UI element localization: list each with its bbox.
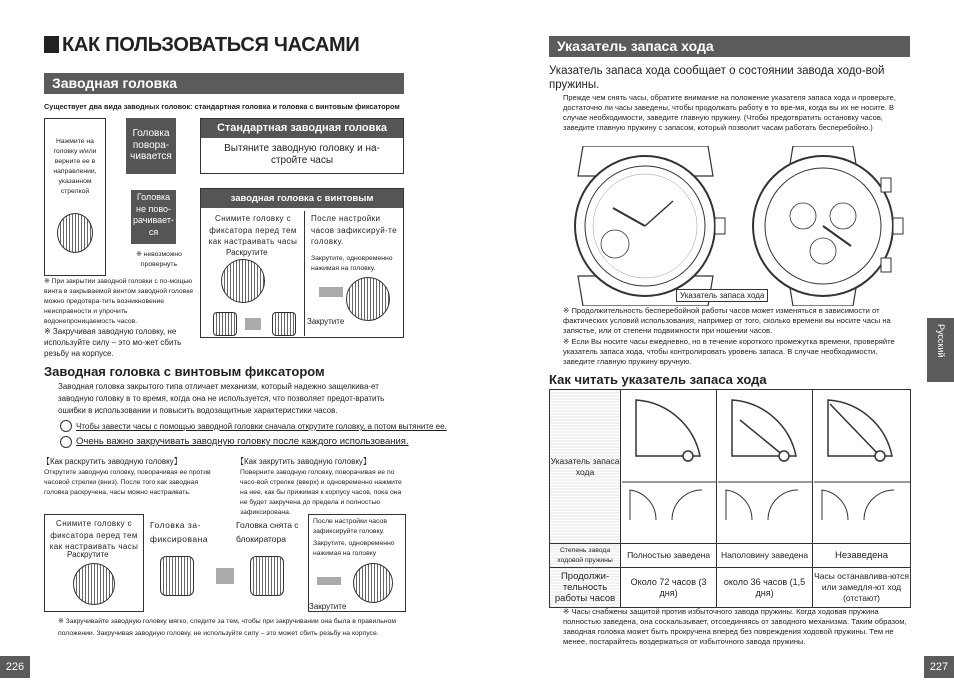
section-winding-head: Заводная головка bbox=[44, 73, 404, 94]
side-tab-label: Русский bbox=[936, 324, 946, 358]
how-unscrew-title: 【Как раскрутить заводную головку】 bbox=[42, 457, 182, 466]
page-number-left: 226 bbox=[0, 656, 30, 678]
degree-half: Наполовину заведена bbox=[717, 544, 813, 568]
diagram-screw-box bbox=[308, 514, 406, 612]
diagram-left-text: Снимите головку с фиксатора перед тем как настраивать часы bbox=[49, 519, 139, 551]
unscrew-label: Раскрутите bbox=[226, 248, 268, 257]
diagram-after-text: После настройки часов зафиксируйте головку. bbox=[313, 518, 387, 535]
note-right-2: ※ Если Вы носите часы ежедневно, но в течение короткого промежутка времени, проверяйте указатель запаса хода, чтобы контролировать уровень запаса. В случае необходимости, заведите главную пружину вручную. bbox=[563, 337, 895, 366]
indicator-empty bbox=[813, 390, 911, 544]
crown-screw-icon bbox=[353, 563, 393, 603]
bullet2-text: Очень важно закручивать заводную головку после каждого использования. bbox=[76, 436, 409, 447]
duration-full: Около 72 часов (3 дня) bbox=[621, 568, 717, 608]
duration-row-label: Продолжи-тельность работы часов bbox=[550, 568, 621, 608]
crown-side-icon bbox=[160, 556, 194, 596]
crown-unscrew-icon bbox=[73, 563, 115, 605]
push-turn-note bbox=[44, 118, 106, 276]
bullet1-text: Чтобы завести часы с помощью заводной головки сначала открутите головку, а потом вытяните ее. bbox=[76, 422, 447, 431]
divider bbox=[304, 211, 305, 336]
how-unscrew-text: Открутите заводную головку, поворачивая ее против часовой стрелки (вниз). После того как заводная головка раскручена, часы можно настраивать. bbox=[44, 469, 211, 496]
not-rotates-box: Головка не пово-рачивает-ся bbox=[131, 190, 176, 244]
section-screw-head: Заводная головка с винтовым фиксатором bbox=[44, 364, 325, 379]
note-right-1: ※ Продолжительность бесперебойной работы часов может изменяться в зависимости от фактических условий использования, например от того, сколько времени вы носите часы на запястье, или от степени подвижности при ношении часов. bbox=[563, 306, 891, 335]
diagram-unscrew-label: Раскрутите bbox=[67, 550, 109, 559]
lead-body: Прежде чем снять часы, обратите внимание на положение указателя запаса хода и проверьте, достаточно ли часы заведены, чтобы продолжать работу в то вре-мя, когда вы их не носите. В случае необходимости, заведите главную пружину. (Чтобы предотвратить остановку часов, заведите главную пружину с запасом, который позволит часам работать бесперебойно.) bbox=[563, 93, 896, 132]
push-arrow-icon bbox=[317, 577, 341, 585]
page-title: КАК ПОЛЬЗОВАТЬСЯ ЧАСАМИ bbox=[44, 34, 359, 57]
duration-empty: Часы останавлива-ются или замедля-ют ход (отстают) bbox=[813, 568, 911, 608]
degree-row-label: Степень завода ходовой пружины bbox=[550, 544, 621, 568]
crown-side-icon bbox=[213, 312, 237, 336]
diagram-screw-label: Закрутите bbox=[309, 602, 347, 611]
how-screw-title: 【Как закрутить заводную головку】 bbox=[236, 457, 371, 466]
screw-right-text: После настройки часов зафиксируй-те головку. bbox=[311, 214, 397, 246]
screw-left-text: Снимите головку с фиксатора перед тем как настраивать часы bbox=[208, 214, 298, 246]
how-to-read-title: Как читать указатель запаса хода bbox=[549, 372, 767, 387]
arrow-right-icon bbox=[245, 318, 261, 330]
cannot-turn-note: ※ невозможно провернуть bbox=[136, 251, 182, 268]
side-tab bbox=[927, 318, 954, 382]
page-number-right: 227 bbox=[924, 656, 954, 678]
bottom-note-right: ※ Часы снабжены защитой против избыточного завода пружины. Когда ходовая пружина полностью заведена, она соскальзывает, отсоединяясь от заводного механизма. Таким образом, заводная головка может быть прокручена вперед без повреждения ходовой пружины. Тем не менее, постарайтесь воздержаться от избыточного завода пружины. bbox=[563, 607, 907, 646]
arrow-right-icon bbox=[216, 568, 234, 584]
bullet-icon bbox=[60, 420, 72, 432]
crown-unscrew-icon bbox=[221, 259, 265, 303]
rotates-box: Головка повора-чивается bbox=[126, 118, 176, 174]
indicator-row-label: Указатель запаса хода bbox=[550, 390, 621, 544]
watch-illustrations bbox=[553, 146, 913, 306]
crown-side-icon bbox=[272, 312, 296, 336]
note-left-1: ※ При закрытии заводной головки с по-мощью винта в закрываемой винтом заводной головке можно предотвра-тить возникновение неисправности и упрочить водонепроницаемость часов. bbox=[44, 278, 194, 325]
crown-icon bbox=[57, 213, 93, 253]
watch-right bbox=[753, 146, 903, 306]
standard-head-box bbox=[200, 118, 404, 174]
indicator-half bbox=[717, 390, 813, 544]
diagram-unscrew-box bbox=[44, 514, 144, 612]
intro-text: Существует два вида заводных головок: стандартная головка и головка с винтовым фиксатором bbox=[44, 102, 400, 111]
screw-right-small: Закрутите, одновременно нажимая на головку. bbox=[311, 255, 393, 272]
standard-head-text: Вытяните заводную головку и на-стройте часы bbox=[224, 143, 380, 166]
degree-empty: Незаведена bbox=[813, 544, 911, 568]
screw-in-label: Закрутите bbox=[307, 317, 345, 326]
push-arrow-icon bbox=[319, 287, 343, 297]
diagram-released-label: Головка снята с блокиратора bbox=[236, 520, 299, 544]
diagram-fixed-label: Головка за-фиксирована bbox=[150, 520, 209, 544]
power-reserve-label: Указатель запаса хода bbox=[676, 289, 768, 302]
watch-left bbox=[575, 146, 725, 306]
push-turn-text: Нажмите на головку и/или верните ее в направлении, указанном стрелкой bbox=[53, 138, 97, 195]
bullet-icon bbox=[60, 436, 72, 448]
note-left-2: ※ Закручивая заводную головку, не используйте силу – это мо-жет сбить резьбу на корпусе. bbox=[44, 327, 182, 358]
bottom-note-left: ※ Закручивайте заводную головку мягко, следите за тем, чтобы при закручивании она была в правильном положении. Закручивая заводную головку, не используйте силу – это может сбить резьбу на корпусе. bbox=[58, 618, 397, 637]
standard-head-title: Стандартная заводная головка bbox=[201, 119, 403, 138]
degree-full: Полностью заведена bbox=[621, 544, 717, 568]
section-power-reserve: Указатель запаса хода bbox=[549, 36, 910, 57]
lead-text: Указатель запаса хода сообщает о состоянии завода ходо-вой пружины. bbox=[549, 65, 885, 91]
power-reserve-table bbox=[549, 389, 911, 608]
screw-head-title: заводная головка с винтовым фиксатором bbox=[201, 189, 403, 208]
crown-side-icon bbox=[250, 556, 284, 596]
duration-half: около 36 часов (1,5 дня) bbox=[717, 568, 813, 608]
how-screw-text: Поверните заводную головку, поворачивая ее по часо-вой стрелке (вверх) и одновременно нажмите на нее, как бы прижимая к корпусу часов, пока она не будет закручена до предела и полностью зафиксирована. bbox=[240, 469, 402, 516]
indicator-full bbox=[621, 390, 717, 544]
diagram-after-small: Закрутите, одновременно нажимая на головку bbox=[313, 540, 395, 557]
crown-screw-icon bbox=[346, 277, 390, 321]
section2-text: Заводная головка закрытого типа отличает механизм, который надежно защелкива-ет заводную головку в то время, когда она не используется, что позволяет предот-вратить ошибки в использовании и повысить водозащитные характеристики часов. bbox=[58, 382, 385, 415]
